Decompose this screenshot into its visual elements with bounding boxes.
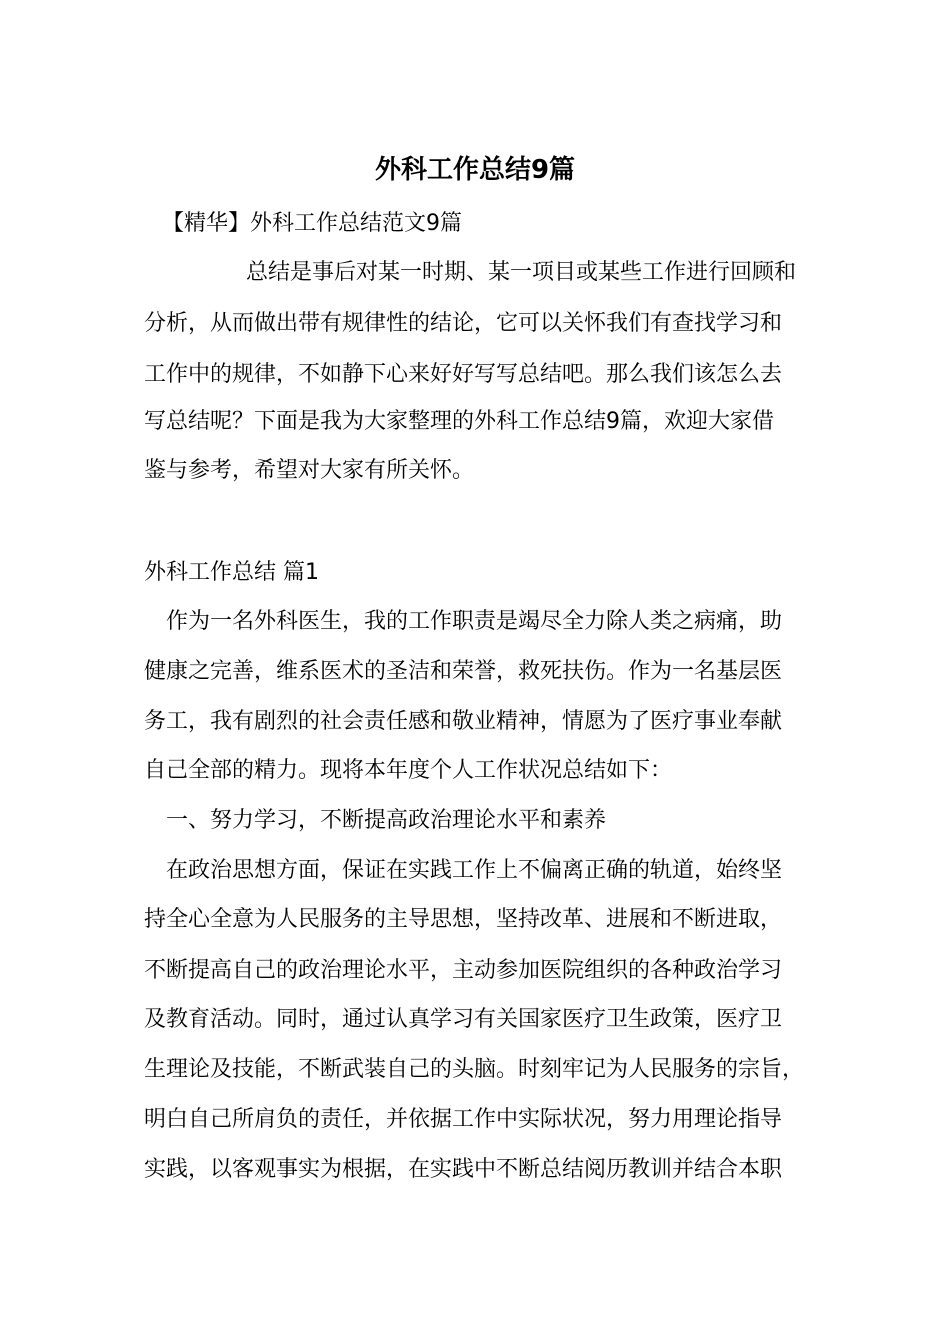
section-heading: 外科工作总结 篇1 bbox=[144, 560, 319, 585]
paragraph-line: 实践，以客观事实为根据，在实践中不断总结阅历教训并结合本职 bbox=[144, 1157, 783, 1182]
document-subtitle: 【精华】外科工作总结范文9篇 bbox=[162, 211, 462, 236]
intro-line: 鉴与参考，希望对大家有所关怀。 bbox=[144, 458, 475, 483]
paragraph-line: 持全心全意为人民服务的主导思想，坚持改革、进展和不断进取， bbox=[144, 907, 783, 932]
paragraph-line: 明白自己所肩负的责任，并依据工作中实际状况，努力用理论指导 bbox=[144, 1107, 783, 1132]
intro-line: 写总结呢？下面是我为大家整理的外科工作总结9篇，欢迎大家借 bbox=[144, 409, 774, 434]
paragraph-line: 生理论及技能，不断武装自己的头脑。时刻牢记为人民服务的宗旨， bbox=[144, 1057, 805, 1082]
paragraph-line: 及教育活动。同时，通过认真学习有关国家医疗卫生政策，医疗卫 bbox=[144, 1007, 783, 1032]
intro-line: 总结是事后对某一时期、某一项目或某些工作进行回顾和 bbox=[246, 260, 797, 285]
paragraph-line: 作为一名外科医生，我的工作职责是竭尽全力除人类之病痛，助 bbox=[166, 609, 783, 634]
paragraph-line: 健康之完善，维系医术的圣洁和荣誉，救死扶伤。作为一名基层医 bbox=[144, 659, 783, 684]
paragraph-line: 务工，我有剧烈的社会责任感和敬业精神，情愿为了医疗事业奉献 bbox=[144, 709, 783, 734]
paragraph-line: 在政治思想方面，保证在实践工作上不偏离正确的轨道，始终坚 bbox=[166, 858, 783, 883]
paragraph-line: 自己全部的精力。现将本年度个人工作状况总结如下： bbox=[144, 758, 673, 783]
subheading: 一、努力学习，不断提高政治理论水平和素养 bbox=[166, 808, 607, 833]
document-title: 外科工作总结9篇 bbox=[374, 155, 576, 185]
paragraph-line: 不断提高自己的政治理论水平，主动参加医院组织的各种政治学习 bbox=[144, 958, 783, 983]
intro-line: 分析，从而做出带有规律性的结论，它可以关怀我们有查找学习和 bbox=[144, 311, 783, 336]
intro-line: 工作中的规律，不如静下心来好好写写总结吧。那么我们该怎么去 bbox=[144, 362, 783, 387]
